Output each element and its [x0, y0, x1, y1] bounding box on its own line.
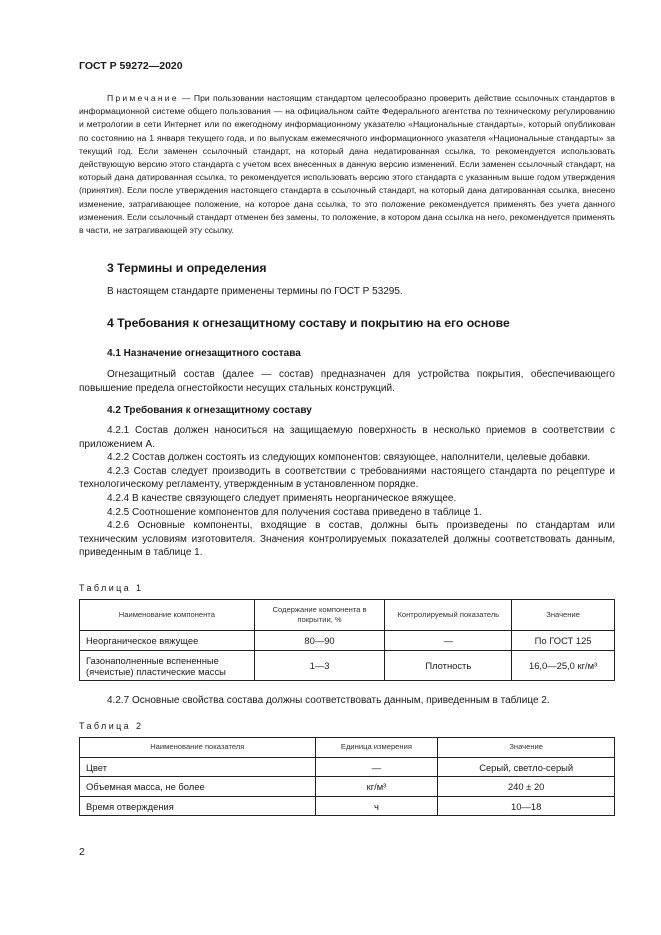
- table-cell: Время отверждения: [80, 797, 316, 816]
- section-4-title: 4 Требования к огнезащитному составу и покрытию на его основе: [107, 316, 510, 330]
- table-cell: Серый, светло-серый: [438, 758, 615, 777]
- table-header-cell: Наименование показателя: [80, 738, 316, 758]
- table-header-row: [80, 738, 615, 758]
- table-1-caption: Таблица 1: [79, 583, 144, 593]
- page-number: 2: [79, 846, 85, 858]
- table-cell: Объемная масса, не более: [80, 777, 316, 797]
- note-label: Примечание: [107, 93, 179, 103]
- subsection-4-1-text: Огнезащитный состав (далее — состав) предназначен для устройства покрытия, обеспечивающего повышение предела огнестойкости несущих стальных конструкций.: [79, 369, 615, 394]
- clause-4-2-1: 4.2.1 Состав должен наноситься на защищаемую поверхность в несколько приемов в соответствии с приложением А.: [79, 425, 615, 450]
- clause-4-2-7-block: [79, 694, 615, 708]
- table-cell: 1—3: [254, 651, 385, 681]
- table-2-caption: Таблица 2: [79, 721, 144, 731]
- clause-4-2-6: 4.2.6 Основные компоненты, входящие в состав, должны быть произведены по стандартам или техническим условиям изготовителя. Значения контролируемых показателей должны соответствовать данным, приведенным в таблице 1.: [79, 520, 615, 559]
- table-cell: —: [315, 758, 438, 777]
- section-3-text: В настоящем стандарте применены термины по ГОСТ Р 53295.: [107, 286, 403, 297]
- table-header-cell: Значение: [438, 738, 615, 758]
- table-header-cell: Содержание компонента в покрытии, %: [254, 600, 385, 631]
- subsection-4-2-body: [79, 424, 615, 560]
- table-cell: 16,0—25,0 кг/м³: [512, 651, 615, 681]
- table-header-row: [80, 600, 615, 631]
- table-cell: По ГОСТ 125: [512, 631, 615, 651]
- table-cell: 80—90: [254, 631, 385, 651]
- subsection-4-2-title: 4.2 Требования к огнезащитному составу: [107, 405, 312, 416]
- table-cell: Цвет: [80, 758, 316, 777]
- section-3-title: 3 Термины и определения: [107, 261, 267, 275]
- table-row: [80, 797, 615, 816]
- document-code: ГОСТ Р 59272—2020: [79, 60, 183, 72]
- reference-note: [79, 92, 615, 237]
- table-cell: —: [385, 631, 512, 651]
- table-row: [80, 777, 615, 797]
- table-cell: Плотность: [385, 651, 512, 681]
- table-cell: Неорганическое вяжущее: [80, 631, 255, 651]
- subsection-4-1-title: 4.1 Назначение огнезащитного состава: [107, 348, 301, 359]
- table-header-cell: Значение: [512, 600, 615, 631]
- table-1: [79, 599, 615, 681]
- table-cell: 240 ± 20: [438, 777, 615, 797]
- clause-4-2-5: 4.2.5 Соотношение компонентов для получения состава приведено в таблице 1.: [107, 506, 482, 518]
- note-text: — При пользовании настоящим стандартом целесообразно проверить действие ссылочных стандартов в информационной системе общего пользования — на официальном сайте Федерального агентства по техническому регулированию и метрологии в сети Интернет или по ежегодному информационному указателю «Национальные стандарты», который опубликован по состоянию на 1 января текущего года, и по выпускам ежемесячного информационного указателя «Национальные стандарты» за текущий год. Если заменен ссылочный стандарт, на который дана недатированная ссылка, то рекомендуется использовать действующую версию этого стандарта с учетом всех внесенных в данную версию изменений. Если заменен ссылочный стандарт, на который дана датированная ссылка, то рекомендуется использовать версию этого стандарта с указанным выше годом утверждения (принятия). Если после утверждения настоящего стандарта в ссылочный стандарт, на который дана датированная ссылка, внесено изменение, затрагивающее положение, на которое дана ссылка, то это положение рекомендуется применять без учета данного изменения. Если ссылочный стандарт отменен без замены, то положение, в котором дана ссылка на него, рекомендуется применять в части, не затрагивающей эту ссылку.: [79, 93, 615, 236]
- clause-4-2-4: 4.2.4 В качестве связующего следует применять неорганическое вяжущее.: [107, 492, 457, 504]
- table-cell: 10—18: [438, 797, 615, 816]
- table-row: [80, 651, 615, 681]
- table-header-cell: Контролируемый показатель: [385, 600, 512, 631]
- clause-4-2-7: 4.2.7 Основные свойства состава должны соответствовать данным, приведенным в таблице 2.: [107, 695, 550, 706]
- clause-4-2-3: 4.2.3 Состав следует производить в соответствии с требованиями настоящего стандарта по рецептуре и технологическому регламенту, утвержденным в установленном порядке.: [79, 465, 615, 491]
- table-row: [80, 631, 615, 651]
- clause-4-2-2: 4.2.2 Состав должен состоять из следующих компонентов: связующее, наполнители, целевые добавки.: [107, 452, 591, 464]
- table-cell: кг/м³: [315, 777, 438, 797]
- table-cell: Газонаполненные вспененные (ячеистые) пластические массы: [80, 651, 255, 681]
- table-row: [80, 758, 615, 777]
- table-header-cell: Наименование компонента: [80, 600, 255, 631]
- table-header-cell: Единица измерения: [315, 738, 438, 758]
- table-2: [79, 737, 615, 816]
- table-cell: ч: [315, 797, 438, 816]
